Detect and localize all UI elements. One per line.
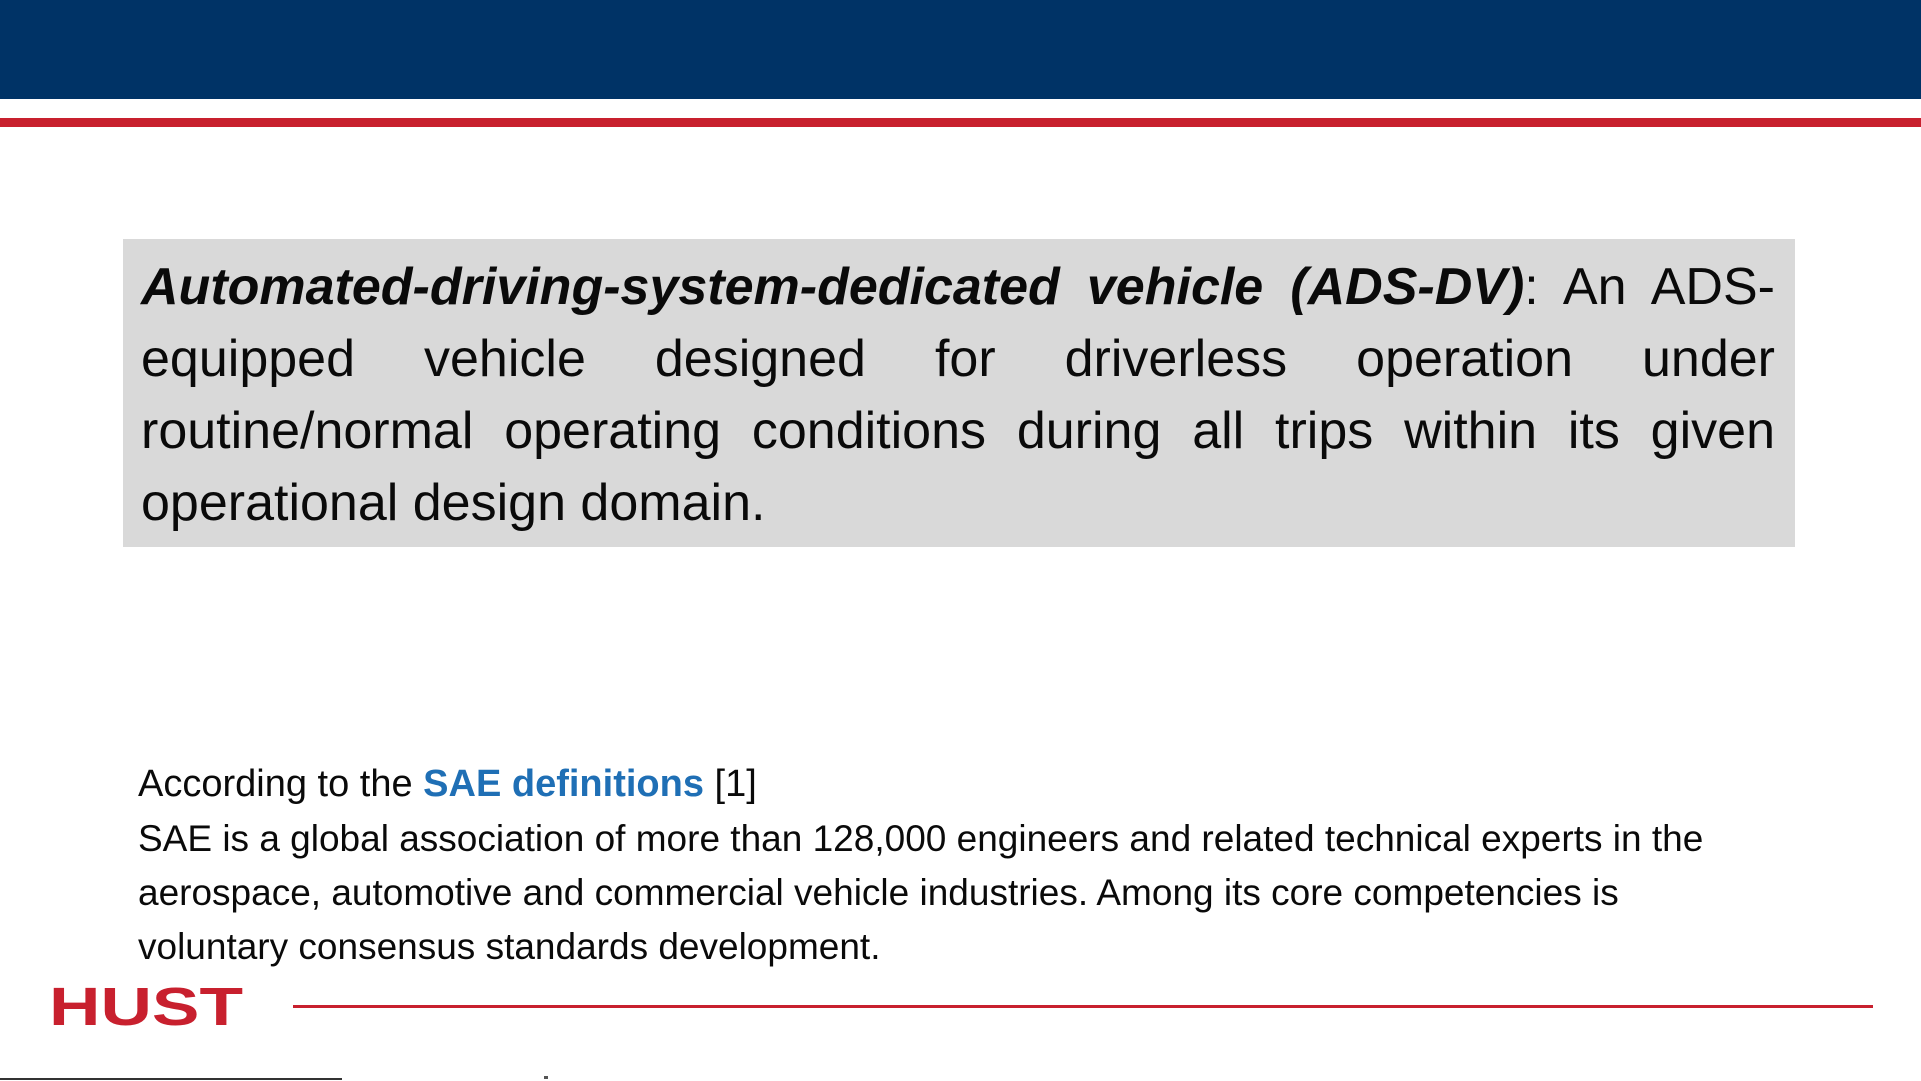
header-band — [0, 0, 1921, 99]
bottom-edge-mark — [544, 1076, 548, 1079]
definition-box — [123, 239, 1795, 547]
definition-term: Automated-driving-system-dedicated vehicle (ADS-DV) — [141, 258, 1525, 316]
sae-heading — [138, 756, 1778, 812]
definition-text — [141, 251, 1775, 539]
definition-body: : An ADS-equipped vehicle designed for driverless operation under routine/normal operating conditions during all trips within its given operational design domain. — [141, 258, 1775, 532]
sae-section — [138, 756, 1778, 974]
hust-logo-text: HUST — [49, 982, 244, 1028]
bottom-edge-line — [0, 1078, 342, 1080]
sae-description: SAE is a global association of more than 128,000 engineers and related technical experts in the aerospace, automotive and commercial vehicle industries. Among its core competencies is voluntary consensus standards development. — [138, 818, 1704, 967]
footer-divider-line — [293, 1005, 1873, 1008]
sae-citation: [1] — [703, 763, 757, 805]
sae-heading-prefix: According to the — [138, 763, 424, 805]
sae-definitions-link[interactable]: SAE definitions — [423, 763, 704, 805]
header-red-stripe — [0, 118, 1921, 127]
hust-logo — [48, 982, 244, 1028]
